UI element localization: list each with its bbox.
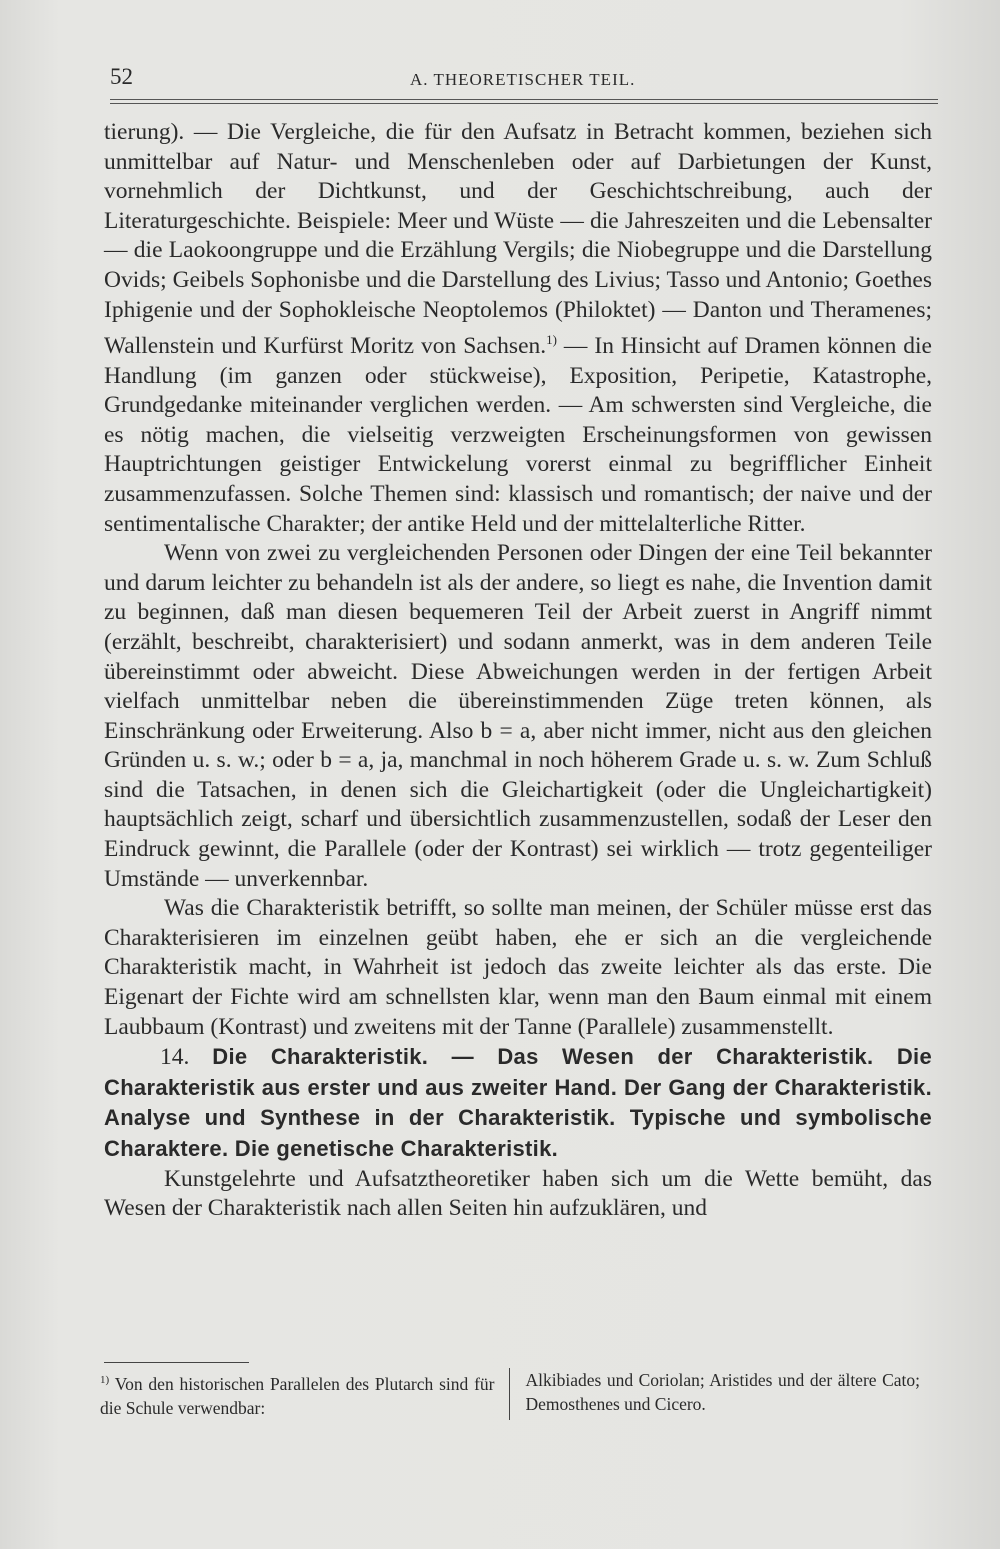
section-heading [104, 1042, 932, 1164]
footnote [100, 1368, 920, 1420]
paragraph: Wenn von zwei zu vergleichenden Personen oder Dingen der eine Teil bekannter und darum leichter zu behandeln ist als der andere, so liegt es nahe, die Invention damit zu beginnen, daß man diesen bequemeren Teil der Arbeit zuerst in Angriff nimmt (erzählt, beschreibt, charakterisiert) und sodann anmerkt, was in dem anderen Teile übereinstimmt oder abweicht. Diese Abweichungen werden in der fertigen Arbeit vielfach unmittelbar neben die übereinstimmenden Züge treten können, als Einschränkung oder Erweiterung. Also b = a, aber nicht immer, nicht aus den gleichen Gründen u. s. w.; oder b = a, ja, manchmal in noch höherem Grade u. s. w. Zum Schluß sind die Tatsachen, in denen sich die Gleichartigkeit (oder die Ungleichartigkeit) hauptsächlich zeigt, scharf und übersichtlich zusammenzustellen, sodaß der Leser den Eindruck gewinnt, die Parallele (oder der Kontrast) sei wirklich — trotz gegenteiliger Umstände — unverkennbar. [104, 540, 932, 892]
footnote-right-column [510, 1368, 921, 1420]
header-rule-double [110, 103, 938, 104]
section-number: 14. [160, 1044, 190, 1071]
section-title: Die Charakteristik. — Das Wesen der Charakteristik. Die Charakteristik aus erster und aus zweiter Hand. Der Gang der Charakteristik. Analyse und Synthese in der Charakteristik. Typische und symbolische Charaktere. Die genetische Charakteristik. [104, 1044, 932, 1162]
footnote-marker: 1) [100, 1374, 110, 1386]
paragraph [104, 118, 932, 539]
header-rule [110, 99, 938, 100]
paragraph: Was die Charakteristik betrifft, so sollte man meinen, der Schüler müsse erst das Charakterisieren im einzelnen geübt haben, ehe er sich an die vergleichende Charakteristik macht, in Wahrheit ist jedoch das zweite leichter als das erste. Die Eigenart der Fichte wird am schnellsten klar, wenn man den Baum einmal mit einem Laubbaum (Kontrast) und zweitens mit der Tanne (Parallele) zusammenstellt. [104, 895, 932, 1040]
footnote-text: Von den historischen Parallelen des Plutarch sind für die Schule verwendbar: [100, 1373, 495, 1418]
running-title: A. THEORETISCHER TEIL. [410, 70, 636, 89]
paragraph-text: tierung). — Die Vergleiche, die für den Aufsatz in Betracht kommen, beziehen sich unmittelbar auf Natur- und Menschenleben oder auf Darbietungen der Kunst, vornehmlich der Dichtkunst, und der Geschichtschreibung, auch der Literaturgeschichte. Beispiele: Meer und Wüste — die Jahreszeiten und die Lebensalter — die Laokoongruppe und die Erzählung Vergils; die Niobegruppe und die Darstellung Ovids; Geibels Sophonisbe und die Darstellung des Livius; Tasso und Antonio; Goethes Iphigenie und der Sophokleische Neoptolemos (Philoktet) — Danton und Theramenes; Wallenstein und Kurfürst Moritz von Sachsen. [104, 119, 932, 359]
footnote-reference: 1) [546, 332, 557, 348]
body-text [104, 118, 932, 1224]
paragraph: Kunstgelehrte und Aufsatztheoretiker haben sich um die Wette bemüht, das Wesen der Charakteristik nach allen Seiten hin aufzuklären, und [104, 1165, 932, 1222]
footnote-text: Alkibiades und Coriolan; Aristides und der ältere Cato; Demosthenes und Cicero. [525, 1370, 920, 1414]
page-header [110, 62, 938, 98]
footnote-left-column [100, 1368, 510, 1420]
paragraph-text: — In Hinsicht auf Dramen können die Handlung (im ganzen oder stückweise), Exposition, Peripetie, Katastrophe, Grundgedanke miteinander verglichen werden. — Am schwersten sind Vergleiche, die es nötig machen, die vielseitig verzweigten Erscheinungsformen von gewissen Hauptrichtungen geistiger Entwickelung vorerst einmal zu begrifflicher Einheit zusammenzufassen. Solche Themen sind: klassisch und romantisch; der naive und der sentimentalische Charakter; der antike Held und der mittelalterliche Ritter. [104, 332, 932, 537]
footnote-rule [104, 1362, 249, 1363]
page-number: 52 [110, 64, 133, 89]
